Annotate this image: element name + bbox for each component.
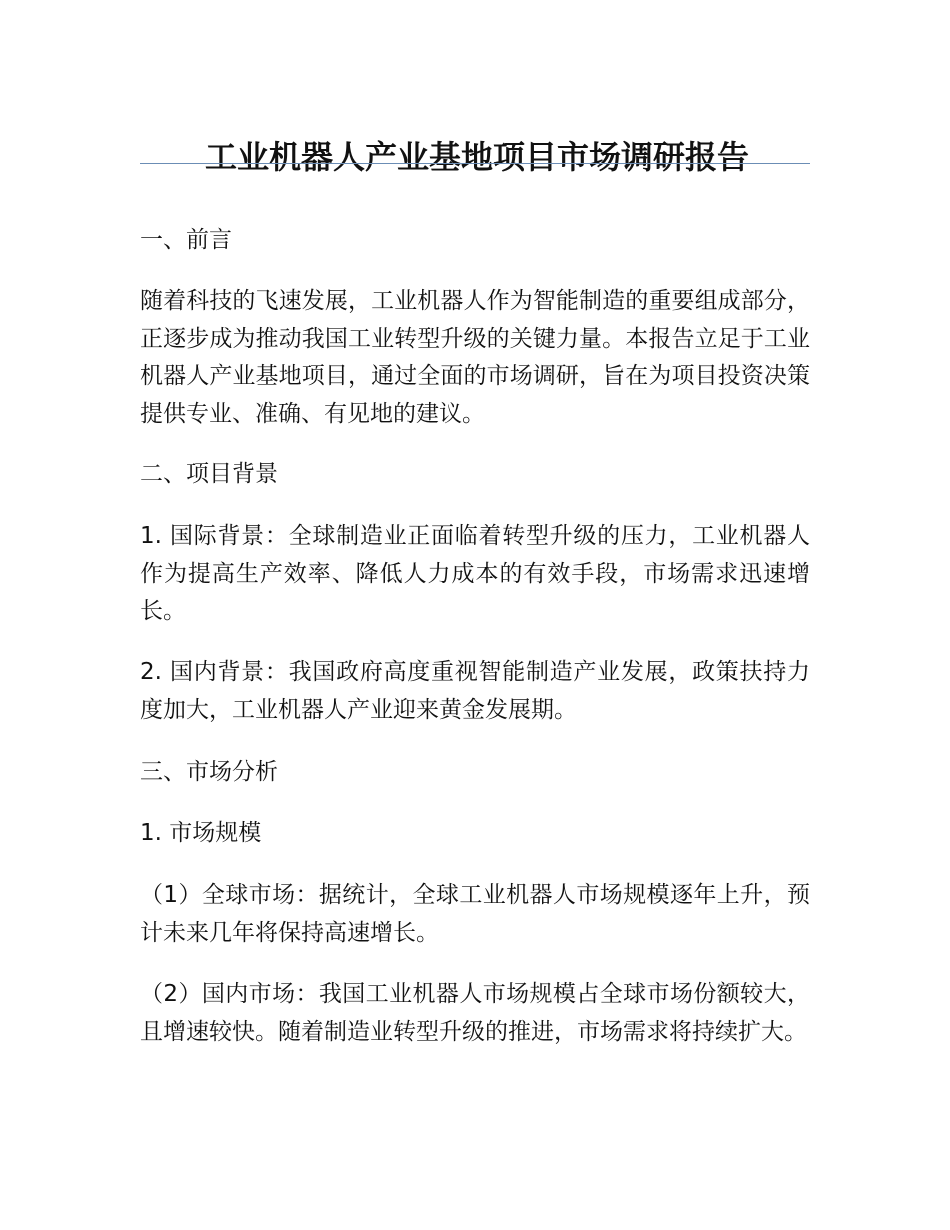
section-heading-background: 二、项目背景 [140,461,278,487]
document-title: 工业机器人产业基地项目市场调研报告 [205,138,750,177]
preface-paragraph: 随着科技的飞速发展，工业机器人作为智能制造的重要组成部分，正逐步成为推动我国工业转型升级的关键力量。本报告立足于工业机器人产业基地项目，通过全面的市场调研，旨在为项目投资决策提供专业、准确、有见地的建议。 [140,288,810,427]
section-heading-preface: 一、前言 [140,227,232,253]
background-domestic-paragraph: 2. 国内背景：我国政府高度重视智能制造产业发展，政策扶持力度加大，工业机器人产业迎来黄金发展期。 [140,659,810,723]
title-divider [140,163,810,164]
global-market-paragraph: （1）全球市场：据统计，全球工业机器人市场规模逐年上升，预计未来几年将保持高速增长。 [140,882,810,946]
background-international-paragraph: 1. 国际背景：全球制造业正面临着转型升级的压力，工业机器人作为提高生产效率、降低人力成本的有效手段，市场需求迅速增长。 [140,523,810,624]
subheading-market-size: 1. 市场规模 [140,820,262,846]
section-heading-market-analysis: 三、市场分析 [140,759,278,785]
domestic-market-paragraph: （2）国内市场：我国工业机器人市场规模占全球市场份额较大，且增速较快。随着制造业转型升级的推进，市场需求将持续扩大。 [140,981,810,1045]
